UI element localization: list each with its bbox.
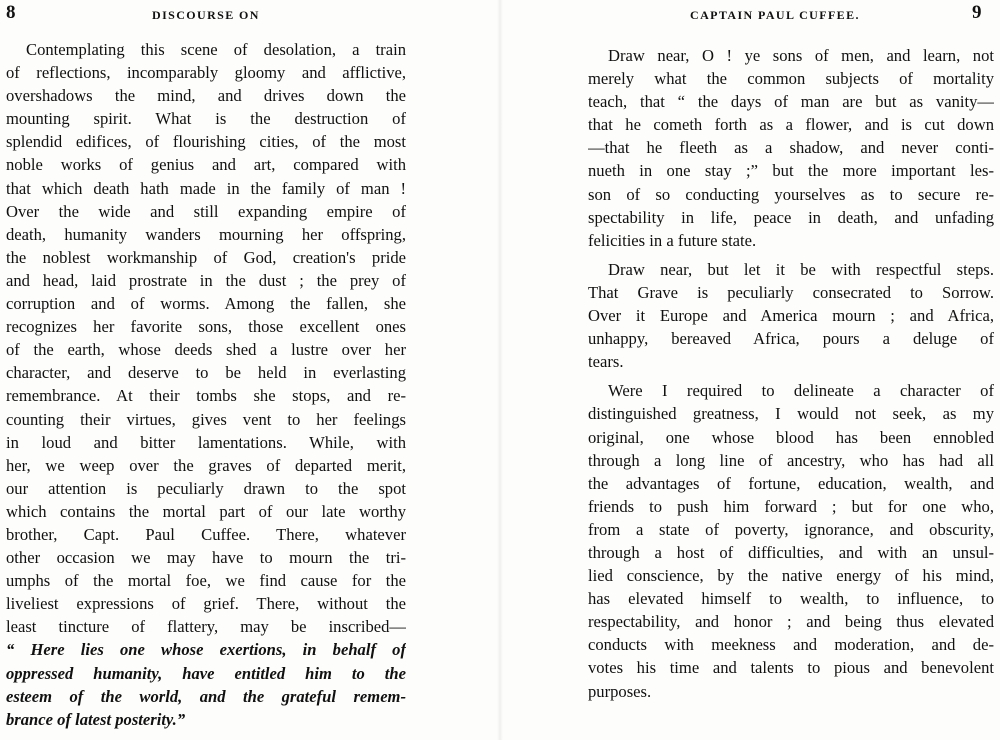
text-line: remembrance. At their tombs she stops, and re- bbox=[6, 386, 406, 406]
left-page-body bbox=[6, 38, 406, 731]
text-line: conducts with meekness and moderation, and de- bbox=[588, 635, 994, 655]
page-number: 8 bbox=[6, 2, 16, 23]
text-line: least tincture of flattery, may be inscribed— bbox=[6, 617, 406, 637]
text-line: death, humanity wanders mourning her offspring, bbox=[6, 224, 406, 244]
text-line: the advantages of fortune, education, wealth, and bbox=[588, 473, 994, 493]
text-line: Were I required to delineate a character of bbox=[608, 381, 994, 401]
text-line: spectability in life, peace in death, and unfading bbox=[588, 207, 994, 227]
text-line: splendid edifices, of flourishing cities, of the most bbox=[6, 132, 406, 152]
text-line: tears. bbox=[588, 352, 624, 372]
text-line: Draw near, but let it be with respectful steps. bbox=[608, 259, 994, 279]
text-line: distinguished greatness, I would not seek, as my bbox=[588, 404, 994, 424]
text-line: Over it Europe and America mourn ; and Africa, bbox=[588, 306, 994, 326]
text-line: purposes. bbox=[588, 681, 652, 701]
text-line: oppressed humanity, have entitled him to the bbox=[6, 663, 406, 683]
right-page bbox=[500, 0, 1000, 740]
text-line: votes his time and talents to pious and benevolent bbox=[588, 658, 994, 678]
text-line: our attention is peculiarly drawn to the spot bbox=[6, 478, 406, 498]
text-line: “ Here lies one whose exertions, in behalf of bbox=[6, 640, 406, 660]
text-line: liveliest expressions of grief. There, without the bbox=[6, 594, 406, 614]
text-line: mounting spirit. What is the destruction of bbox=[6, 109, 406, 129]
text-line: noble works of genius and art, compared with bbox=[6, 155, 406, 175]
running-head: DISCOURSE ON bbox=[152, 8, 260, 22]
text-line: teach, that “ the days of man are but as vanity— bbox=[588, 92, 994, 112]
paragraph bbox=[588, 44, 994, 252]
text-line: brance of latest posterity.” bbox=[6, 709, 186, 729]
text-line: recognizes her favorite sons, those excellent ones bbox=[6, 317, 406, 337]
text-line: counting their virtues, gives vent to her feelings bbox=[6, 409, 406, 429]
paragraph bbox=[588, 258, 994, 373]
text-line: son of so conducting yourselves as to secure re- bbox=[588, 184, 994, 204]
text-line: brother, Capt. Paul Cuffee. There, whatever bbox=[6, 524, 406, 544]
text-line: from a state of poverty, ignorance, and obscurity, bbox=[588, 519, 994, 539]
text-line: —that he fleeth as a shadow, and never conti- bbox=[588, 138, 994, 158]
text-line: merely what the common subjects of mortality bbox=[588, 69, 994, 89]
right-page-body bbox=[588, 44, 994, 703]
text-line: nueth in one stay ;” but the more important les- bbox=[588, 161, 994, 181]
text-line: lied conscience, by the native energy of his mind, bbox=[588, 566, 994, 586]
text-line: of the earth, whose deeds shed a lustre over her bbox=[6, 340, 406, 360]
text-line: original, one whose blood has been ennobled bbox=[588, 427, 994, 447]
text-line: has elevated himself to wealth, to influence, to bbox=[588, 589, 994, 609]
text-line: friends to push him forward ; but for one who, bbox=[588, 496, 994, 516]
text-line: overshadows the mind, and drives down the bbox=[6, 86, 406, 106]
text-line: which contains the mortal part of our late worthy bbox=[6, 501, 406, 521]
text-line: That Grave is peculiarly consecrated to Sorrow. bbox=[588, 282, 994, 302]
text-line: respectability, and honor ; and being thus elevated bbox=[588, 612, 994, 632]
text-line: Draw near, O ! ye sons of men, and learn, not bbox=[608, 46, 994, 65]
text-line: other occasion we may have to mourn the tri- bbox=[6, 548, 406, 568]
text-line: esteem of the world, and the grateful remem- bbox=[6, 686, 406, 706]
text-line: umphs of the mortal foe, we find cause for the bbox=[6, 571, 406, 591]
text-line: and head, laid prostrate in the dust ; the prey of bbox=[6, 270, 406, 290]
text-line: of reflections, incomparably gloomy and afflictive, bbox=[6, 63, 406, 83]
running-head: CAPTAIN PAUL CUFFEE. bbox=[690, 8, 860, 22]
text-line: felicities in a future state. bbox=[588, 230, 757, 250]
text-line: in loud and bitter lamentations. While, with bbox=[6, 432, 406, 452]
text-line: that he cometh forth as a flower, and is cut down bbox=[588, 115, 994, 135]
text-line: character, and deserve to be held in everlasting bbox=[6, 363, 406, 383]
page-number: 9 bbox=[972, 2, 982, 23]
text-line: the noblest workmanship of God, creation's pride bbox=[6, 247, 406, 267]
paragraph bbox=[588, 379, 994, 702]
text-line: Contemplating this scene of desolation, a train bbox=[26, 40, 406, 59]
text-line: Over the wide and still expanding empire of bbox=[6, 201, 406, 221]
text-line: that which death hath made in the family of man ! bbox=[6, 178, 406, 198]
text-line: through a host of difficulties, and with an unsul- bbox=[588, 542, 994, 562]
text-line: her, we weep over the graves of departed merit, bbox=[6, 455, 406, 475]
text-line: through a long line of ancestry, who has had all bbox=[588, 450, 994, 470]
text-line: unhappy, bereaved Africa, pours a deluge of bbox=[588, 329, 994, 349]
text-line: corruption and of worms. Among the fallen, she bbox=[6, 294, 406, 314]
